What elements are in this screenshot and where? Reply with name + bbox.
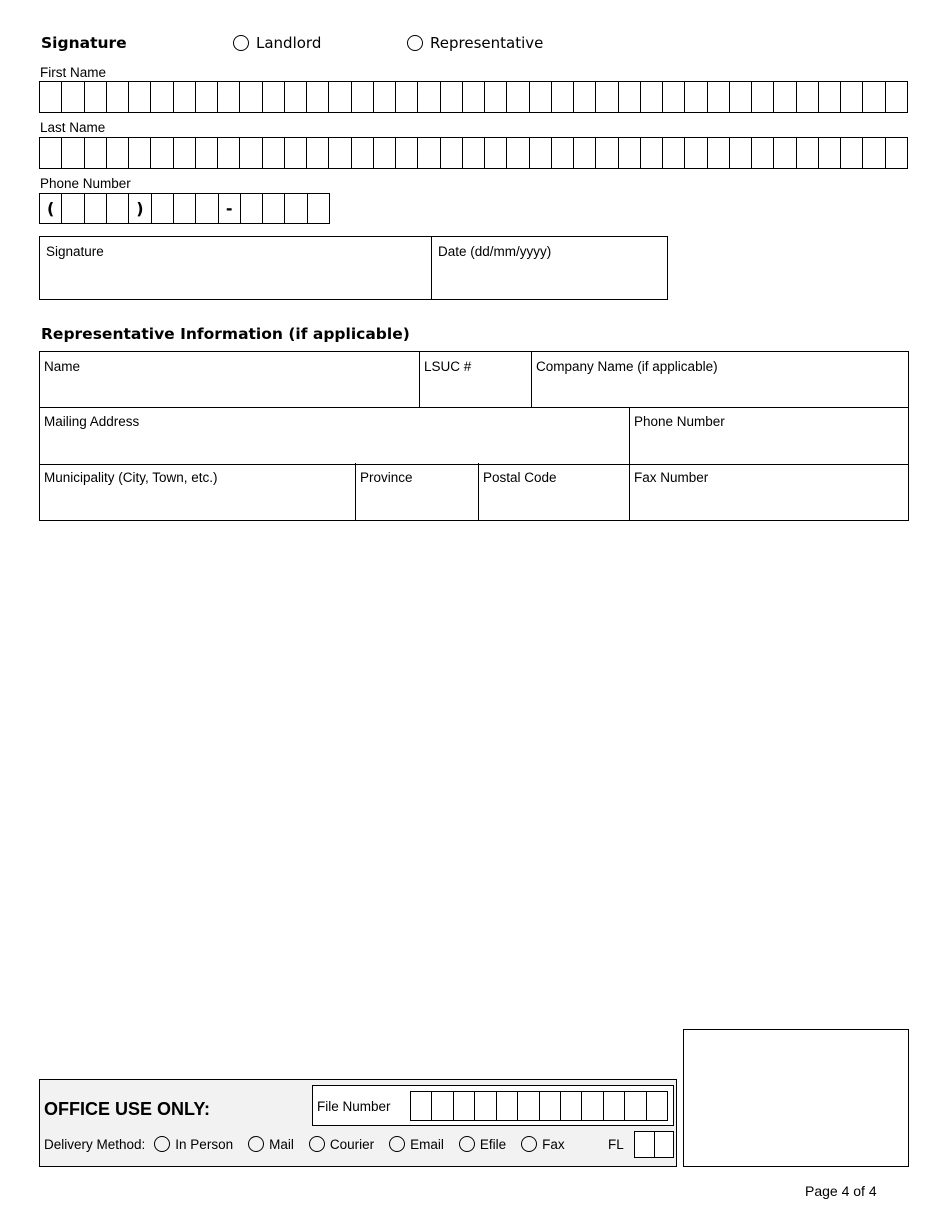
first-name-char-box[interactable] [329, 82, 351, 112]
fax-radio[interactable] [521, 1136, 537, 1152]
first-name-char-box[interactable] [730, 82, 752, 112]
fl-label: FL [608, 1137, 624, 1152]
first-name-char-box[interactable] [352, 82, 374, 112]
file-number-box [312, 1085, 674, 1126]
last-name-char-box[interactable] [263, 138, 285, 168]
courier-label: Courier [329, 1136, 375, 1152]
first-name-char-box[interactable] [841, 82, 863, 112]
phone-digit-box[interactable] [152, 194, 174, 223]
rep-phone-label: Phone Number [634, 414, 725, 429]
phone-digit-box[interactable] [85, 194, 107, 223]
email-radio[interactable] [389, 1136, 405, 1152]
first-name-char-box[interactable] [107, 82, 129, 112]
first-name-char-box[interactable] [596, 82, 618, 112]
representative-radio[interactable] [407, 35, 423, 51]
rep-lsuc-field[interactable] [420, 352, 532, 408]
delivery-method-row [44, 1136, 580, 1152]
fax-label: Fax [542, 1136, 565, 1152]
last-name-char-box[interactable] [463, 138, 485, 168]
delivery-option-email[interactable] [389, 1136, 444, 1152]
first-name-char-box[interactable] [62, 82, 84, 112]
representative-row-2 [39, 407, 909, 465]
rep-name-label: Name [44, 359, 81, 374]
representative-radio-label: Representative [430, 34, 544, 52]
last-name-char-box[interactable] [129, 138, 151, 168]
phone-open-paren: ( [40, 194, 62, 223]
last-name-char-box[interactable] [62, 138, 84, 168]
phone-digit-box[interactable] [196, 194, 218, 223]
rep-fax-label: Fax Number [634, 470, 709, 485]
phone-dash: - [219, 194, 241, 223]
first-name-char-box[interactable] [574, 82, 596, 112]
last-name-char-box[interactable] [841, 138, 863, 168]
first-name-char-box[interactable] [663, 82, 685, 112]
delivery-option-fax[interactable] [521, 1136, 565, 1152]
landlord-radio[interactable] [233, 35, 249, 51]
phone-number-field[interactable] [39, 193, 330, 224]
phone-digit-box[interactable] [285, 194, 307, 223]
in-person-radio[interactable] [154, 1136, 170, 1152]
first-name-char-box[interactable] [85, 82, 107, 112]
file-number-label: File Number [317, 1099, 391, 1114]
phone-number-label: Phone Number [40, 176, 131, 191]
last-name-char-box[interactable] [886, 138, 907, 168]
last-name-char-box[interactable] [218, 138, 240, 168]
last-name-char-box[interactable] [530, 138, 552, 168]
first-name-char-box[interactable] [263, 82, 285, 112]
first-name-char-box[interactable] [240, 82, 262, 112]
last-name-char-box[interactable] [774, 138, 796, 168]
last-name-char-box[interactable] [574, 138, 596, 168]
rep-province-label: Province [360, 470, 413, 485]
first-name-char-box[interactable] [307, 82, 329, 112]
rep-company-field[interactable] [532, 352, 909, 408]
signature-field[interactable] [40, 237, 432, 300]
rep-postal-code-label: Postal Code [483, 470, 557, 485]
last-name-char-box[interactable] [418, 138, 440, 168]
file-number-char-box[interactable] [625, 1092, 646, 1120]
file-number-char-box[interactable] [561, 1092, 582, 1120]
first-name-char-box[interactable] [752, 82, 774, 112]
last-name-char-box[interactable] [641, 138, 663, 168]
phone-digit-box[interactable] [174, 194, 196, 223]
last-name-char-box[interactable] [552, 138, 574, 168]
first-name-char-box[interactable] [685, 82, 707, 112]
file-number-char-box[interactable] [647, 1092, 667, 1120]
efile-radio[interactable] [459, 1136, 475, 1152]
first-name-char-box[interactable] [797, 82, 819, 112]
last-name-char-box[interactable] [151, 138, 173, 168]
first-name-label: First Name [40, 65, 107, 80]
first-name-char-box[interactable] [708, 82, 730, 112]
office-use-title: OFFICE USE ONLY: [44, 1099, 211, 1119]
first-name-char-box[interactable] [774, 82, 796, 112]
courier-radio[interactable] [309, 1136, 325, 1152]
mail-radio[interactable] [248, 1136, 264, 1152]
date-field-label: Date (dd/mm/yyyy) [438, 244, 552, 259]
file-number-char-box[interactable] [497, 1092, 518, 1120]
last-name-label: Last Name [40, 120, 106, 135]
rep-lsuc-label: LSUC # [424, 359, 472, 374]
representative-section-title: Representative Information (if applicable) [41, 325, 410, 343]
first-name-char-box[interactable] [129, 82, 151, 112]
mail-label: Mail [269, 1136, 294, 1152]
office-stamp-box [683, 1029, 909, 1167]
first-name-char-box[interactable] [174, 82, 196, 112]
rep-province-field[interactable] [356, 463, 479, 520]
first-name-char-box[interactable] [641, 82, 663, 112]
fl-box[interactable] [655, 1132, 674, 1157]
first-name-char-box[interactable] [374, 82, 396, 112]
last-name-char-box[interactable] [819, 138, 841, 168]
phone-digit-box[interactable] [62, 194, 84, 223]
landlord-radio-label: Landlord [256, 34, 322, 52]
phone-digit-box[interactable] [107, 194, 129, 223]
signature-date-table [39, 236, 668, 300]
last-name-char-box[interactable] [863, 138, 885, 168]
delivery-option-efile[interactable] [459, 1136, 506, 1152]
phone-digit-box[interactable] [308, 194, 329, 223]
first-name-char-box[interactable] [819, 82, 841, 112]
first-name-char-box[interactable] [552, 82, 574, 112]
role-option-landlord[interactable] [233, 34, 321, 52]
last-name-char-box[interactable] [196, 138, 218, 168]
last-name-char-box[interactable] [396, 138, 418, 168]
last-name-char-box[interactable] [663, 138, 685, 168]
representative-row-3 [39, 463, 909, 521]
first-name-char-box[interactable] [619, 82, 641, 112]
representative-row-1 [39, 351, 909, 408]
first-name-char-box[interactable] [863, 82, 885, 112]
last-name-char-box[interactable] [485, 138, 507, 168]
rep-company-label: Company Name (if applicable) [536, 359, 718, 374]
file-number-char-box[interactable] [518, 1092, 539, 1120]
first-name-char-box[interactable] [196, 82, 218, 112]
first-name-char-box[interactable] [485, 82, 507, 112]
file-number-char-box[interactable] [411, 1092, 432, 1120]
in-person-label: In Person [175, 1136, 234, 1152]
last-name-char-box[interactable] [374, 138, 396, 168]
delivery-option-in-person[interactable] [154, 1136, 233, 1152]
phone-close-paren: ) [129, 194, 151, 223]
first-name-char-box[interactable] [886, 82, 907, 112]
first-name-char-box[interactable] [530, 82, 552, 112]
first-name-char-box[interactable] [418, 82, 440, 112]
last-name-field[interactable] [39, 137, 908, 169]
rep-postal-code-field[interactable] [479, 463, 630, 520]
first-name-char-box[interactable] [40, 82, 62, 112]
rep-mailing-address-label: Mailing Address [44, 414, 140, 429]
last-name-char-box[interactable] [730, 138, 752, 168]
last-name-char-box[interactable] [285, 138, 307, 168]
rep-mailing-address-field[interactable] [40, 407, 630, 464]
last-name-char-box[interactable] [507, 138, 529, 168]
fl-field[interactable] [634, 1131, 674, 1158]
last-name-char-box[interactable] [85, 138, 107, 168]
last-name-char-box[interactable] [685, 138, 707, 168]
file-number-char-box[interactable] [454, 1092, 475, 1120]
last-name-char-box[interactable] [797, 138, 819, 168]
date-field[interactable] [432, 237, 668, 300]
efile-label: Efile [479, 1136, 507, 1152]
first-name-char-box[interactable] [396, 82, 418, 112]
page-number: Page 4 of 4 [805, 1183, 877, 1199]
file-number-char-box[interactable] [540, 1092, 561, 1120]
last-name-char-box[interactable] [352, 138, 374, 168]
last-name-char-box[interactable] [240, 138, 262, 168]
last-name-char-box[interactable] [107, 138, 129, 168]
last-name-char-box[interactable] [329, 138, 351, 168]
first-name-char-box[interactable] [463, 82, 485, 112]
file-number-char-box[interactable] [604, 1092, 625, 1120]
last-name-char-box[interactable] [307, 138, 329, 168]
first-name-field[interactable] [39, 81, 908, 113]
first-name-char-box[interactable] [151, 82, 173, 112]
file-number-char-box[interactable] [582, 1092, 603, 1120]
rep-municipality-field[interactable] [40, 463, 356, 520]
last-name-char-box[interactable] [441, 138, 463, 168]
file-number-char-box[interactable] [432, 1092, 453, 1120]
last-name-char-box[interactable] [708, 138, 730, 168]
last-name-char-box[interactable] [174, 138, 196, 168]
first-name-char-box[interactable] [441, 82, 463, 112]
rep-phone-field[interactable] [630, 407, 909, 464]
first-name-char-box[interactable] [218, 82, 240, 112]
file-number-char-box[interactable] [475, 1092, 496, 1120]
delivery-option-mail[interactable] [248, 1136, 294, 1152]
phone-digit-box[interactable] [263, 194, 285, 223]
last-name-char-box[interactable] [596, 138, 618, 168]
rep-name-field[interactable] [40, 352, 420, 408]
rep-fax-field[interactable] [630, 463, 909, 520]
delivery-method-label: Delivery Method: [44, 1136, 146, 1152]
office-use-panel [39, 1079, 677, 1167]
rep-municipality-label: Municipality (City, Town, etc.) [44, 470, 218, 485]
signature-section-title: Signature [41, 34, 127, 52]
email-label: Email [410, 1136, 444, 1152]
delivery-option-courier[interactable] [309, 1136, 374, 1152]
fl-box[interactable] [635, 1132, 655, 1157]
role-option-representative[interactable] [407, 34, 543, 52]
last-name-char-box[interactable] [752, 138, 774, 168]
last-name-char-box[interactable] [619, 138, 641, 168]
first-name-char-box[interactable] [507, 82, 529, 112]
phone-digit-box[interactable] [241, 194, 263, 223]
file-number-field[interactable] [410, 1091, 668, 1121]
signature-field-label: Signature [46, 244, 104, 259]
first-name-char-box[interactable] [285, 82, 307, 112]
last-name-char-box[interactable] [40, 138, 62, 168]
